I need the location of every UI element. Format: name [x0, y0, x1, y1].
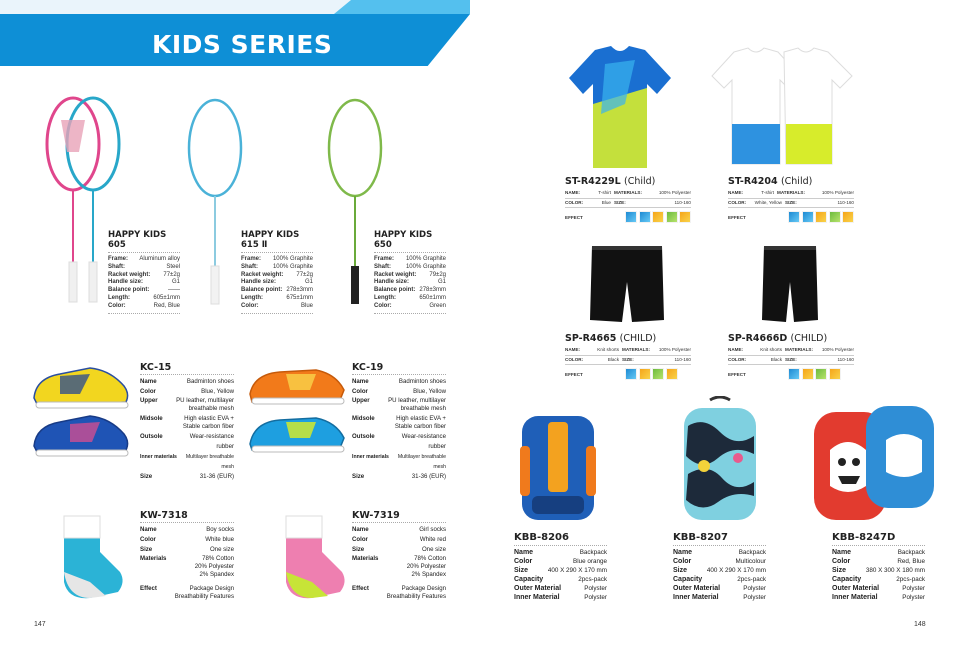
shorts-r4665-title: SP-R4665 — [565, 333, 617, 344]
shorts-r4665-specs — [565, 333, 691, 380]
spec-value: Knit shorts — [760, 347, 782, 352]
spec-value: Badminton shoes — [398, 378, 446, 385]
spec-key: Materials — [140, 555, 167, 562]
spec-key: NAME: — [565, 190, 581, 195]
spec-value: High elastic EVA + Stable carbon fiber — [182, 415, 234, 430]
spec-value: Aluminum alloy — [139, 256, 180, 262]
spec-value: 79±2g — [429, 271, 446, 278]
spec-key: Effect — [140, 585, 157, 592]
spec-value: Polyster — [902, 585, 925, 592]
spec-value: 400 X 290 X 170 mm — [706, 567, 766, 574]
spec-value: 100% Polyester — [658, 190, 691, 195]
spec-key: Capacity — [832, 576, 862, 583]
sock-kw7319-image — [272, 512, 350, 604]
spec-value: Blue, Yellow — [413, 388, 446, 395]
spec-value: T-shirt — [761, 190, 774, 195]
spec-key: Racket weight: — [374, 271, 417, 278]
spec-key: Color — [140, 388, 156, 395]
backpack-kbb8207-image — [674, 396, 766, 524]
spec-key: EFFECT — [565, 371, 583, 377]
spec-key: Outsole — [352, 433, 375, 440]
spec-key: SIZE: — [614, 199, 626, 205]
spec-value: 78% Cotton 20% Polyester 2% Spandex — [194, 555, 234, 578]
spec-key: Shaft: — [241, 263, 258, 270]
backpack-kbb8206-title: KBB-8206 — [514, 532, 569, 543]
effect-icon — [666, 211, 678, 223]
spec-value: 100% Graphite — [272, 256, 313, 262]
spec-key: Color: — [108, 302, 126, 309]
spec-key: Name — [352, 378, 369, 385]
spec-key: Inner materials — [352, 454, 389, 460]
racket-615-title: HAPPY KIDS 615 Ⅱ — [241, 230, 300, 250]
spec-value: Blue orange — [573, 558, 607, 565]
racket-605-title: HAPPY KIDS 605 — [108, 230, 167, 250]
effect-icon — [829, 211, 841, 223]
effect-icon — [639, 368, 651, 380]
spec-key: COLOR: — [565, 356, 584, 362]
spec-key: Frame: — [241, 256, 262, 262]
spec-value: White red — [419, 536, 446, 543]
effect-icon — [652, 211, 664, 223]
spec-key: Handle size: — [241, 279, 277, 286]
shoe-kc15-title: KC-15 — [140, 362, 172, 373]
effect-icon — [815, 211, 827, 223]
spec-key: MATERIALS: — [777, 190, 805, 195]
spec-key: Color — [140, 536, 156, 543]
effect-icon — [788, 211, 800, 223]
spec-value: PU leather, multilayer breathable mesh — [388, 397, 446, 412]
spec-value: 100% Polyester — [658, 347, 691, 352]
spec-value: Backpack — [738, 549, 766, 556]
spec-key: Color — [832, 558, 851, 565]
backpack-kbb8206-image — [512, 406, 604, 524]
spec-key: MATERIALS: — [614, 190, 642, 195]
spec-key: EFFECT — [565, 214, 583, 220]
racket-615-specs — [241, 230, 313, 314]
spec-key: NAME: — [565, 347, 581, 352]
sock-kw7318-image — [50, 512, 128, 604]
spec-key: Handle size: — [374, 279, 410, 286]
spec-value: 650±1mm — [419, 294, 446, 301]
spec-key: Racket weight: — [241, 271, 284, 278]
spec-value: 2pcs-pack — [896, 576, 925, 583]
effect-icon — [639, 211, 651, 223]
spec-value: 278±3mm — [286, 287, 313, 294]
effect-icon — [625, 211, 637, 223]
tshirt-r4204-image — [708, 44, 858, 172]
spec-value: Blue — [300, 302, 313, 309]
spec-value: 100% Polyester — [821, 190, 854, 195]
shoe-kc19-image — [246, 364, 348, 460]
spec-key: Capacity — [514, 576, 544, 583]
spec-key: Racket weight: — [108, 271, 151, 278]
spec-key: Length: — [241, 294, 263, 301]
spec-value: 77±2g — [296, 271, 313, 278]
tshirt-r4229l-image — [565, 44, 675, 172]
spec-value: White, Yellow — [754, 199, 782, 205]
spec-key: Size — [832, 567, 847, 574]
spec-value: 675±1mm — [286, 294, 313, 301]
spec-value: 380 X 300 X 180 mm — [865, 567, 925, 574]
effect-icon — [842, 211, 854, 223]
size-class: (Child) — [624, 176, 656, 187]
spec-value: Package Design Breathability Features — [174, 585, 234, 600]
shoe-kc19-title: KC-19 — [352, 362, 384, 373]
spec-key: Inner Material — [673, 594, 719, 601]
spec-key: Inner materials — [140, 454, 177, 460]
spec-value: Steel — [166, 263, 180, 270]
spec-key: NAME: — [728, 190, 744, 195]
spec-key: Color: — [374, 302, 392, 309]
spec-key: Length: — [374, 294, 396, 301]
spec-value: 110-160 — [674, 199, 691, 205]
spec-value: Package Design Breathability Features — [386, 585, 446, 600]
spec-value: 400 X 290 X 170 mm — [547, 567, 607, 574]
spec-value: 100% Graphite — [405, 256, 446, 262]
spec-value: 31-36 (EUR) — [411, 473, 446, 480]
effect-icons — [788, 368, 841, 380]
spec-value: Red, Blue — [153, 302, 180, 309]
effect-icon — [829, 368, 841, 380]
spec-value: Knit shorts — [597, 347, 619, 352]
spec-key: EFFECT — [728, 371, 746, 377]
spec-key: Upper — [140, 397, 158, 404]
spec-key: Handle size: — [108, 279, 144, 286]
size-class: (Child) — [780, 176, 813, 187]
spec-value: Blue, Yellow — [201, 388, 234, 395]
spec-value: T-shirt — [598, 190, 611, 195]
spec-key: Name — [140, 526, 157, 533]
spec-value: Girl socks — [419, 526, 446, 533]
spec-value: 78% Cotton 20% Polyester 2% Spandex — [406, 555, 446, 578]
spec-value: 2pcs-pack — [578, 576, 607, 583]
spec-key: Outer Material — [832, 585, 880, 592]
spec-value: Blue — [601, 199, 611, 205]
spec-value: Backpack — [897, 549, 925, 556]
spec-key: Inner Material — [514, 594, 560, 601]
spec-value: Red, Blue — [897, 558, 925, 565]
backpack-kbb8247d-specs — [832, 532, 925, 602]
effect-icons — [788, 211, 854, 223]
spec-key: Shaft: — [108, 263, 125, 270]
tshirt-r4204-specs — [728, 176, 854, 223]
spec-value: Polyster — [743, 585, 766, 592]
sock-kw7319-specs — [352, 510, 446, 601]
spec-key: COLOR: — [728, 356, 747, 362]
spec-value: Polyster — [902, 594, 925, 601]
spec-value: 110-160 — [837, 356, 854, 362]
spec-key: Outsole — [140, 433, 163, 440]
spec-key: Upper — [352, 397, 370, 404]
spec-key: Shaft: — [374, 263, 391, 270]
spec-value: —— — [168, 287, 180, 294]
spec-key: Size — [514, 567, 529, 574]
page-title: KIDS SERIES — [152, 30, 333, 59]
effect-icons — [625, 211, 691, 223]
size-class: (CHILD) — [619, 333, 657, 344]
spec-key: Size — [140, 546, 153, 553]
shoe-kc19-specs — [352, 362, 446, 482]
spec-value: 110-160 — [674, 356, 691, 362]
spec-value: Backpack — [579, 549, 607, 556]
spec-value: 100% Polyester — [821, 347, 854, 352]
spec-key: Color — [352, 536, 368, 543]
spec-value: One size — [209, 546, 234, 553]
tshirt-r4229l-specs — [565, 176, 691, 223]
page-number-right: 148 — [914, 621, 926, 628]
spec-key: Inner Material — [832, 594, 878, 601]
spec-key: Midsole — [140, 415, 163, 422]
spec-value: PU leather, multilayer breathable mesh — [176, 397, 234, 412]
spec-value: G1 — [437, 279, 446, 286]
spec-key: Name — [352, 526, 369, 533]
sock-kw7319-title: KW-7319 — [352, 510, 400, 521]
racket-605-specs — [108, 230, 180, 314]
spec-key: Size — [140, 473, 153, 480]
sock-kw7318-title: KW-7318 — [140, 510, 188, 521]
spec-value: G1 — [171, 279, 180, 286]
shoe-kc15-specs — [140, 362, 234, 482]
backpack-kbb8207-specs — [673, 532, 766, 602]
spec-key: Color: — [241, 302, 259, 309]
spec-key: Effect — [352, 585, 369, 592]
effect-icon — [815, 368, 827, 380]
spec-value: Multilayer breathable mesh — [185, 454, 234, 470]
shoe-kc15-image — [30, 364, 132, 460]
spec-value: 31-36 (EUR) — [199, 473, 234, 480]
spec-value: Wear-resistance rubber — [189, 433, 234, 450]
spec-key: SIZE: — [785, 356, 797, 362]
effect-icon — [802, 211, 814, 223]
spec-key: Balance point: — [241, 287, 283, 294]
spec-value: Green — [429, 302, 446, 309]
spec-value: 605±1mm — [153, 294, 180, 301]
spec-key: Name — [140, 378, 157, 385]
spec-value: High elastic EVA + Stable carbon fiber — [394, 415, 446, 430]
spec-key: Name — [514, 549, 534, 556]
effect-icon — [652, 368, 664, 380]
backpack-kbb8206-specs — [514, 532, 607, 602]
sock-kw7318-specs — [140, 510, 234, 601]
spec-value: 77±2g — [163, 271, 180, 278]
tshirt-r4229l-title: ST-R4229L — [565, 176, 621, 187]
spec-key: Balance point: — [374, 287, 416, 294]
shorts-r4666d-specs — [728, 333, 854, 380]
spec-value: G1 — [304, 279, 313, 286]
spec-value: 110-160 — [837, 199, 854, 205]
tshirt-r4204-title: ST-R4204 — [728, 176, 778, 187]
spec-key: MATERIALS: — [785, 347, 813, 352]
spec-key: Name — [673, 549, 693, 556]
spec-value: 100% Graphite — [272, 263, 313, 270]
spec-key: Balance point: — [108, 287, 150, 294]
spec-key: Midsole — [352, 415, 375, 422]
spec-key: Outer Material — [673, 585, 721, 592]
effect-icon — [802, 368, 814, 380]
spec-key: Size — [352, 546, 365, 553]
spec-key: SIZE: — [622, 356, 634, 362]
spec-key: NAME: — [728, 347, 744, 352]
spec-key: Frame: — [108, 256, 129, 262]
backpack-kbb8207-title: KBB-8207 — [673, 532, 728, 543]
spec-value: Multilayer breathable mesh — [397, 454, 446, 470]
spec-key: EFFECT — [728, 214, 746, 220]
spec-key: Color — [673, 558, 692, 565]
effect-icon — [788, 368, 800, 380]
spec-key: Outer Material — [514, 585, 562, 592]
racket-615-image — [185, 96, 245, 308]
spec-value: One size — [421, 546, 446, 553]
racket-650-specs — [374, 230, 446, 314]
spec-key: COLOR: — [728, 199, 747, 205]
spec-value: Polyster — [584, 594, 607, 601]
spec-value: 100% Graphite — [405, 263, 446, 270]
backpack-kbb8247d-title: KBB-8247D — [832, 532, 896, 543]
racket-650-title: HAPPY KIDS 650 — [374, 230, 433, 250]
spec-value: White blue — [205, 536, 234, 543]
spec-key: Color — [352, 388, 368, 395]
spec-key: Name — [832, 549, 852, 556]
page-number-left: 147 — [34, 621, 46, 628]
backpack-kbb8247d-image — [808, 400, 940, 524]
spec-key: Length: — [108, 294, 130, 301]
spec-key: SIZE: — [785, 199, 797, 205]
spec-key: Size — [673, 567, 688, 574]
shorts-r4666d-image — [760, 242, 820, 326]
spec-value: Polyster — [743, 594, 766, 601]
spec-key: Capacity — [673, 576, 703, 583]
spec-value: Boy socks — [206, 526, 234, 533]
shorts-r4665-image — [588, 242, 666, 326]
spec-value: Multicolour — [735, 558, 766, 565]
spec-value: Black — [607, 356, 619, 362]
spec-key: COLOR: — [565, 199, 584, 205]
effect-icon — [666, 368, 678, 380]
shorts-r4666d-title: SP-R4666D — [728, 333, 788, 344]
spec-key: MATERIALS: — [622, 347, 650, 352]
effect-icon — [625, 368, 637, 380]
spec-key: Materials — [352, 555, 379, 562]
effect-icon — [679, 211, 691, 223]
size-class: (CHILD) — [790, 333, 828, 344]
spec-value: Black — [770, 356, 782, 362]
spec-value: Badminton shoes — [186, 378, 234, 385]
spec-value: 2pcs-pack — [737, 576, 766, 583]
spec-key: Size — [352, 473, 365, 480]
spec-key: Color — [514, 558, 533, 565]
effect-icons — [625, 368, 678, 380]
spec-value: Wear-resistance rubber — [401, 433, 446, 450]
spec-value: Polyster — [584, 585, 607, 592]
spec-key: Frame: — [374, 256, 395, 262]
spec-value: 278±3mm — [419, 287, 446, 294]
